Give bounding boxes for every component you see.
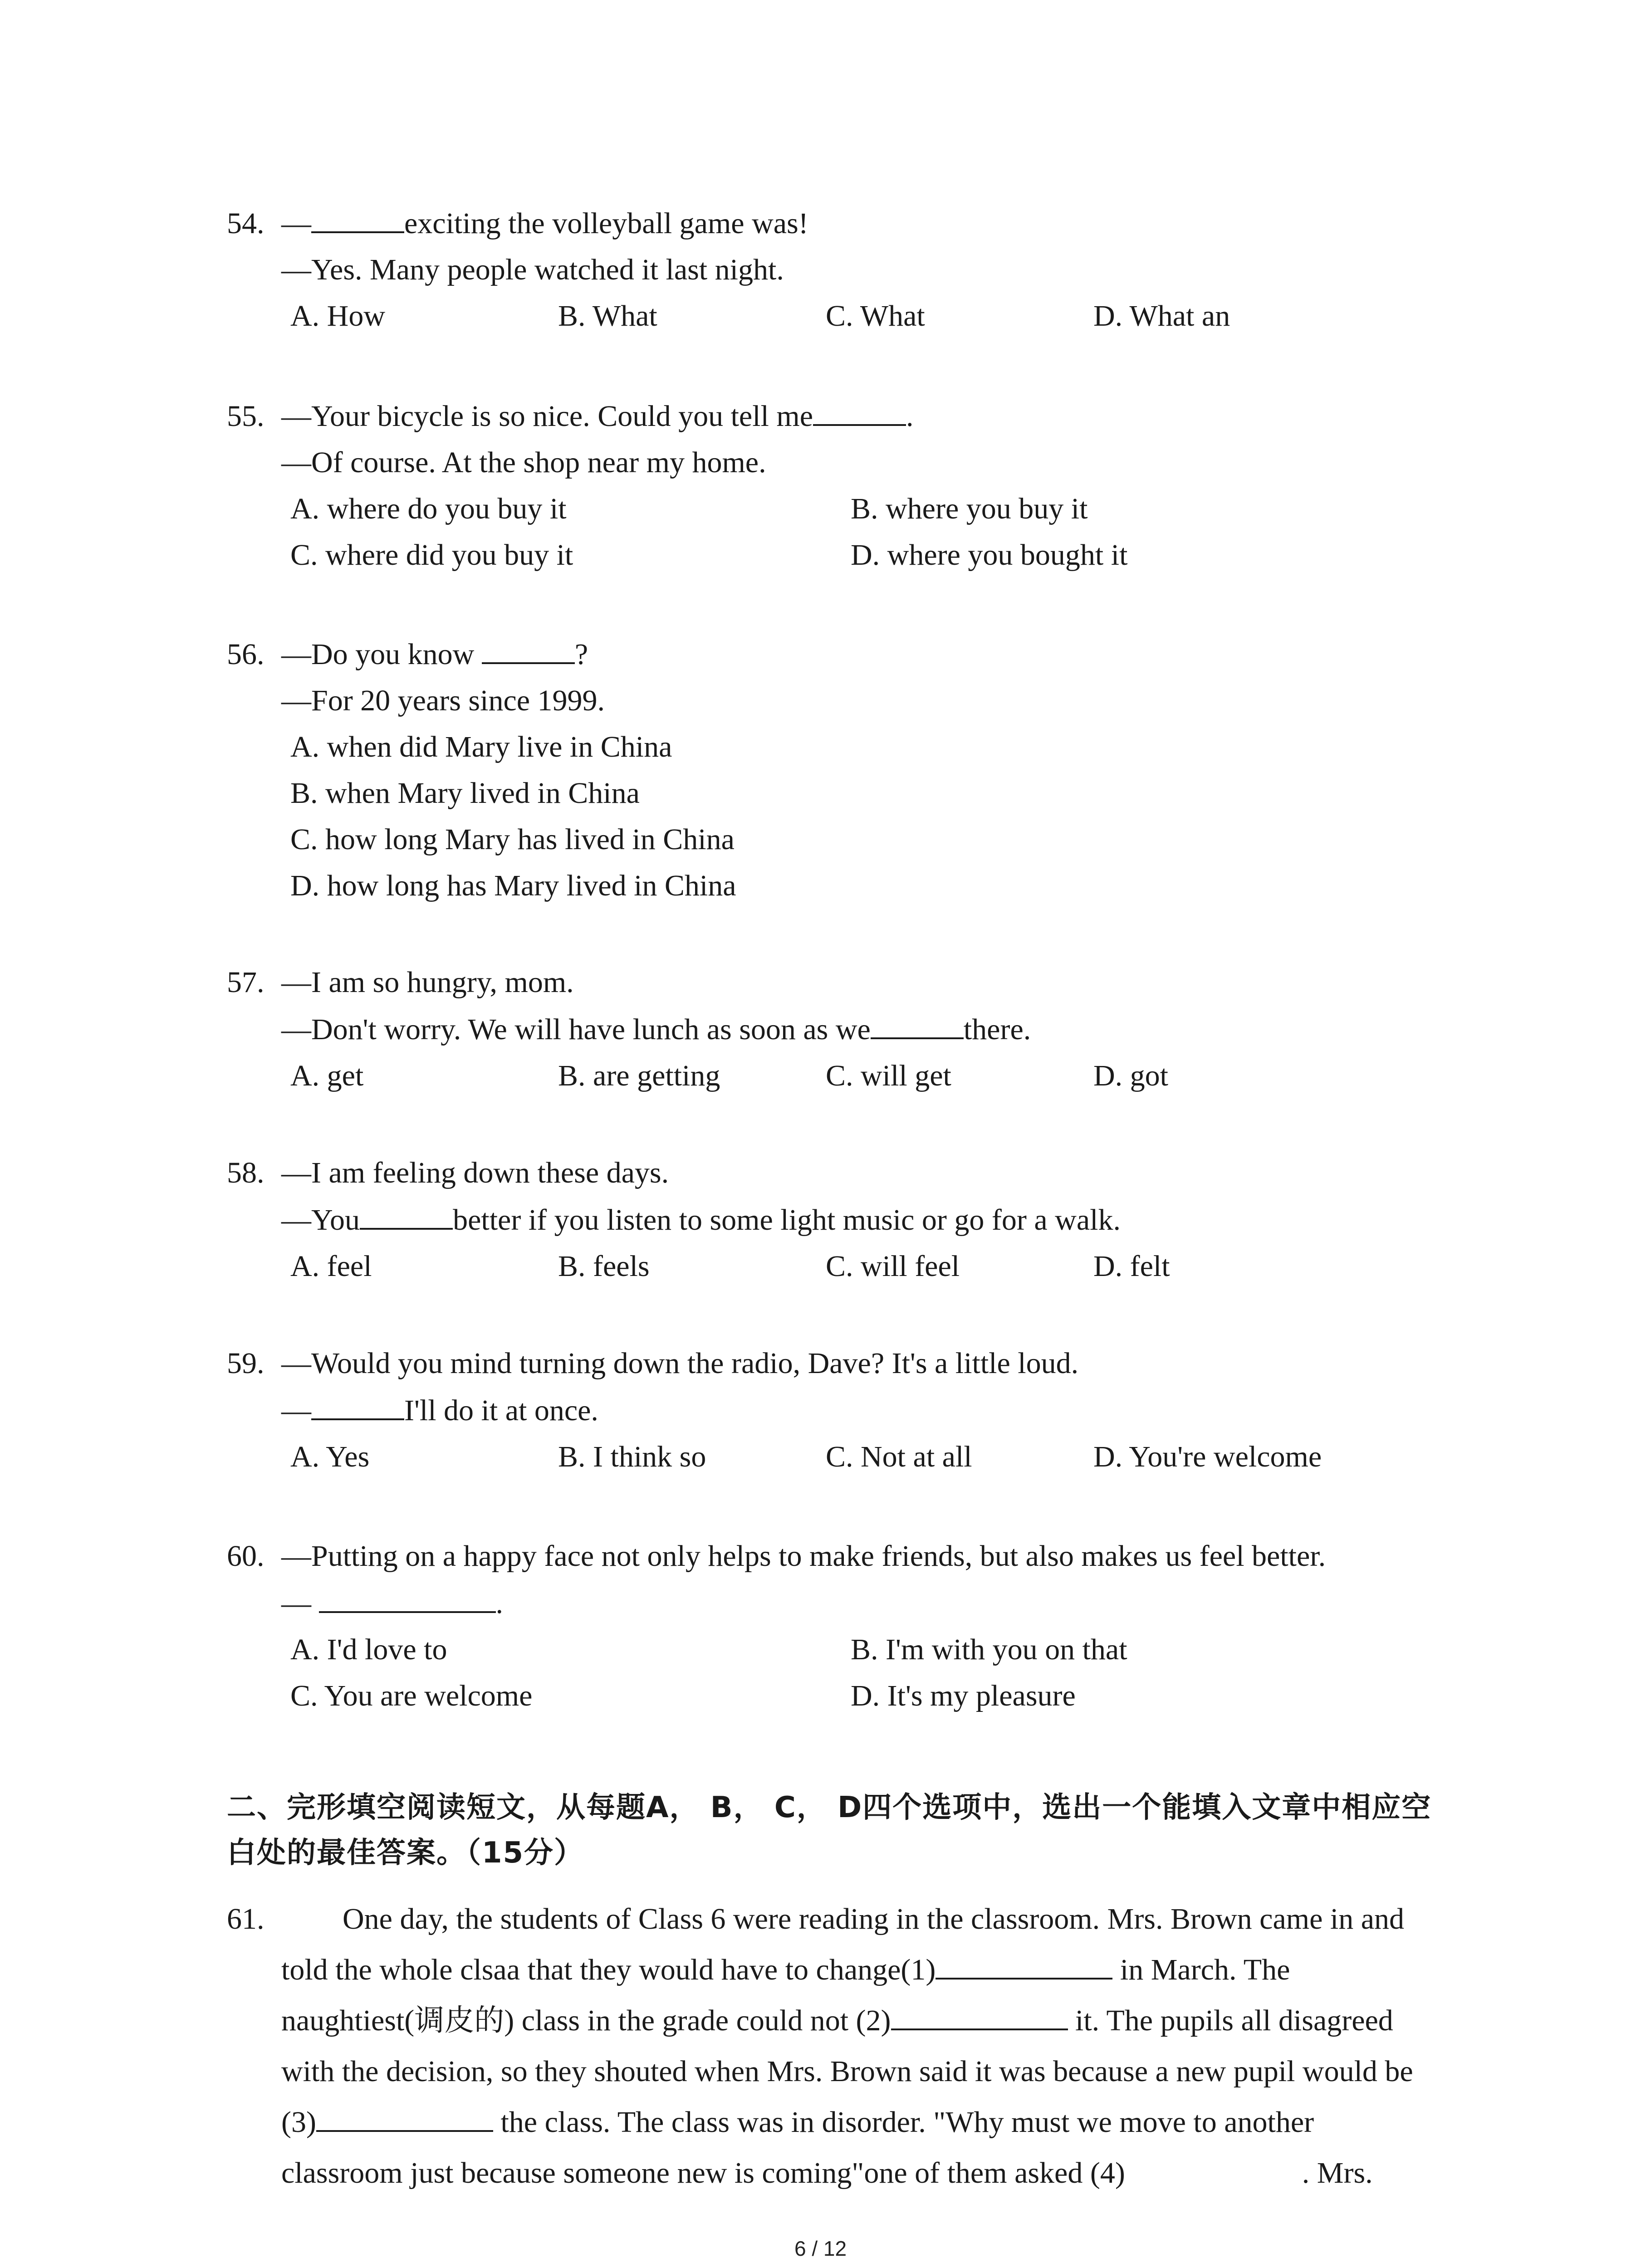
text-segment: (3) xyxy=(281,2106,316,2139)
answer-blank xyxy=(316,2098,493,2132)
question-line xyxy=(227,247,1497,293)
option-c: C. where did you buy it xyxy=(290,538,573,572)
question-55 xyxy=(227,392,1497,578)
option-a: A. How xyxy=(290,299,385,332)
option-c: C. how long Mary has lived in China xyxy=(290,823,735,856)
options-row xyxy=(290,816,1497,863)
question-number: 61. xyxy=(227,1902,265,1936)
options-row xyxy=(290,293,1497,339)
text-segment: the class. The class was in disorder. "Why must we move to another xyxy=(493,2106,1314,2139)
text-segment: — xyxy=(281,1394,311,1427)
passage-line xyxy=(227,1995,1461,2046)
section-heading xyxy=(227,1785,1470,1876)
text-segment: — xyxy=(281,207,311,240)
question-number: 55. xyxy=(227,400,265,433)
options-row xyxy=(290,863,1497,909)
question-56 xyxy=(227,631,1497,909)
answer-blank xyxy=(319,1579,496,1613)
option-d: D. where you bought it xyxy=(851,538,1128,572)
text-segment: . xyxy=(495,1587,503,1620)
text-segment: —Do you know xyxy=(281,638,482,671)
text-segment: classroom just because someone new is coming"one of them asked (4) xyxy=(281,2156,1125,2190)
option-a: A. Yes xyxy=(290,1440,370,1473)
question-line xyxy=(227,959,1497,1006)
option-a: A. where do you buy it xyxy=(290,492,567,525)
options-row xyxy=(290,532,1497,578)
question-line xyxy=(227,1579,1497,1627)
option-a: A. get xyxy=(290,1059,364,1092)
question-line xyxy=(227,1196,1497,1243)
option-c: C. Not at all xyxy=(826,1440,972,1473)
text-segment: —Your bicycle is so nice. Could you tell me xyxy=(281,400,813,433)
text-segment: . Mrs. xyxy=(1302,2156,1373,2190)
option-b: B. where you buy it xyxy=(851,492,1088,525)
option-b: B. are getting xyxy=(558,1059,720,1092)
answer-blank xyxy=(871,1006,964,1039)
question-line xyxy=(227,392,1497,440)
question-line xyxy=(227,1150,1497,1196)
text-segment: told the whole clsaa that they would have to change(1) xyxy=(281,1953,936,1986)
text-segment: —You xyxy=(281,1203,360,1237)
options-row xyxy=(290,1053,1497,1099)
question-line xyxy=(227,1006,1497,1053)
text-segment: —Putting on a happy face not only helps to make friends, but also makes us feel better. xyxy=(281,1540,1326,1573)
question-60 xyxy=(227,1533,1497,1719)
options-row xyxy=(290,1243,1497,1290)
answer-blank xyxy=(482,631,575,664)
option-d: D. felt xyxy=(1093,1250,1170,1283)
options-row xyxy=(290,1627,1497,1673)
question-57 xyxy=(227,959,1497,1099)
text-segment: in March. The xyxy=(1112,1953,1290,1986)
question-number: 58. xyxy=(227,1156,265,1189)
option-b: B. I think so xyxy=(558,1440,706,1473)
text-segment: I'll do it at once. xyxy=(404,1394,598,1427)
text-segment: better if you listen to some light music or go for a walk. xyxy=(453,1203,1121,1237)
answer-blank xyxy=(891,1997,1068,2030)
text-segment: —For 20 years since 1999. xyxy=(281,684,605,717)
answer-blank xyxy=(311,200,404,233)
text-segment: ? xyxy=(574,638,588,671)
text-segment: — xyxy=(281,1587,319,1620)
text-segment: . xyxy=(906,400,914,433)
options-row xyxy=(290,1673,1497,1719)
answer-blank xyxy=(311,1387,404,1420)
option-d: D. how long has Mary lived in China xyxy=(290,869,736,902)
question-line xyxy=(227,440,1497,486)
question-line xyxy=(227,1387,1497,1434)
options-row xyxy=(290,770,1497,816)
question-line xyxy=(227,200,1497,247)
section-heading-line: 二、完形填空阅读短文，从每题A， B， C， D四个选项中，选出一个能填入文章中相应空 xyxy=(227,1791,1432,1824)
text-segment: exciting the volleyball game was! xyxy=(404,207,808,240)
question-number: 56. xyxy=(227,638,265,671)
option-d: D. You're welcome xyxy=(1093,1440,1322,1473)
question-line xyxy=(227,631,1497,678)
option-c: C. will feel xyxy=(826,1250,960,1283)
text-segment: —Would you mind turning down the radio, Dave? It's a little loud. xyxy=(281,1347,1079,1380)
text-segment: it. The pupils all disagreed xyxy=(1068,2004,1393,2037)
option-c: C. will get xyxy=(826,1059,951,1092)
option-b: B. What xyxy=(558,299,657,332)
cloze-passage xyxy=(227,1894,1461,2199)
question-line xyxy=(227,1533,1497,1579)
options-row xyxy=(290,724,1497,770)
option-b: B. feels xyxy=(558,1250,650,1283)
option-d: D. got xyxy=(1093,1059,1168,1092)
text-segment: there. xyxy=(963,1013,1031,1046)
option-c: C. You are welcome xyxy=(290,1679,533,1712)
option-a: A. when did Mary live in China xyxy=(290,730,672,763)
section-heading-line: 白处的最佳答案。（15分） xyxy=(227,1836,584,1870)
passage-line xyxy=(227,1894,1461,1945)
answer-blank xyxy=(1125,2151,1302,2183)
question-number: 57. xyxy=(227,966,265,999)
options-row xyxy=(290,486,1497,532)
text-segment: with the decision, so they shouted when Mrs. Brown said it was because a new pupil would be xyxy=(281,2055,1413,2088)
text-segment: naughtiest(调皮的) class in the grade could not (2) xyxy=(281,2004,891,2037)
passage-line xyxy=(227,2148,1461,2199)
text-segment: One day, the students of Class 6 were reading in the classroom. Mrs. Brown came in and xyxy=(343,1902,1405,1936)
text-segment: —I am feeling down these days. xyxy=(281,1156,669,1189)
question-54 xyxy=(227,200,1497,339)
question-number: 60. xyxy=(227,1540,265,1573)
question-58 xyxy=(227,1150,1497,1290)
passage-line xyxy=(227,2097,1461,2148)
option-d: D. It's my pleasure xyxy=(851,1679,1076,1712)
answer-blank xyxy=(936,1946,1112,1980)
text-segment: —Of course. At the shop near my home. xyxy=(281,446,766,479)
question-line xyxy=(227,1340,1497,1387)
question-line xyxy=(227,678,1497,724)
option-d: D. What an xyxy=(1093,299,1230,332)
text-segment: —Don't worry. We will have lunch as soon as we xyxy=(281,1013,871,1046)
text-segment: —I am so hungry, mom. xyxy=(281,966,574,999)
passage-line xyxy=(227,1945,1461,1995)
answer-blank xyxy=(813,392,906,426)
question-59 xyxy=(227,1340,1497,1480)
option-c: C. What xyxy=(826,299,925,332)
text-segment: —Yes. Many people watched it last night. xyxy=(281,253,784,286)
question-number: 59. xyxy=(227,1347,265,1380)
option-b: B. I'm with you on that xyxy=(851,1633,1127,1666)
options-row xyxy=(290,1434,1497,1480)
question-number: 54. xyxy=(227,207,265,240)
option-a: A. I'd love to xyxy=(290,1633,447,1666)
answer-blank xyxy=(360,1196,453,1230)
passage-line xyxy=(227,2046,1461,2097)
option-a: A. feel xyxy=(290,1250,372,1283)
option-b: B. when Mary lived in China xyxy=(290,777,640,810)
page-number: 6 / 12 xyxy=(794,2237,847,2260)
